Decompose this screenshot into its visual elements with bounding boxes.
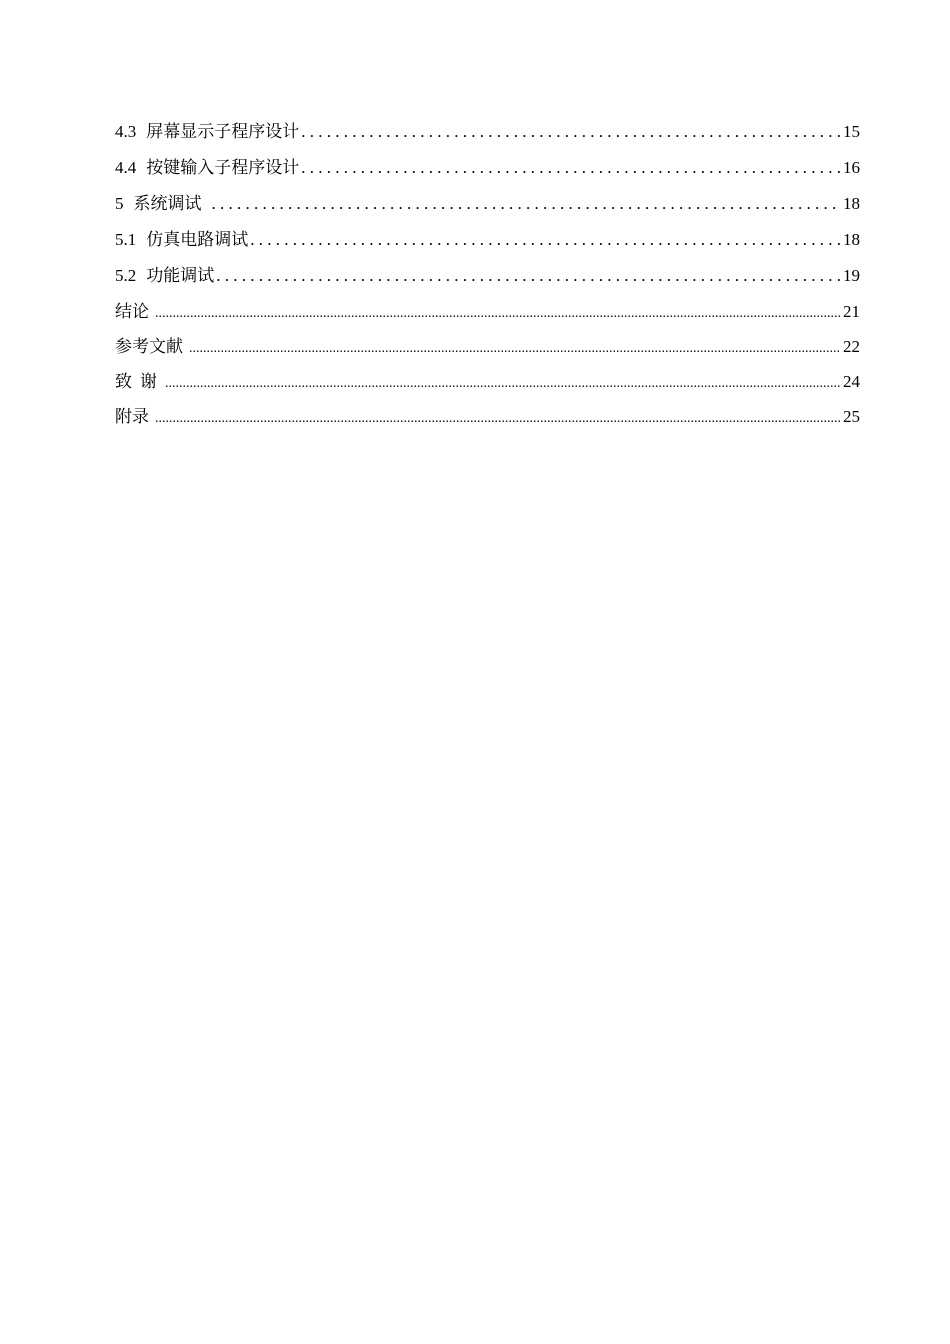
dot-leader bbox=[216, 262, 841, 290]
dot-leader bbox=[301, 118, 841, 146]
toc-entry-number: 5.2 bbox=[115, 266, 137, 285]
dot-leader bbox=[250, 226, 841, 254]
dot-leader bbox=[212, 190, 842, 218]
dot-leader bbox=[165, 368, 841, 398]
toc-entry-number: 4.3 bbox=[115, 122, 137, 141]
dot-leader bbox=[189, 333, 841, 363]
toc-entry-title: 结论 bbox=[115, 302, 149, 321]
toc-entry-number: 5.1 bbox=[115, 230, 137, 249]
toc-entry-page: 15 bbox=[843, 122, 860, 141]
toc-entry-acknowledgements[interactable] bbox=[115, 368, 860, 403]
toc-entry-page: 24 bbox=[843, 372, 860, 391]
table-of-contents bbox=[115, 118, 860, 438]
toc-entry-title: 致谢 bbox=[115, 372, 165, 391]
dot-leader bbox=[155, 403, 841, 433]
toc-entry-title: 仿真电路调试 bbox=[146, 230, 249, 249]
toc-entry-page: 22 bbox=[843, 337, 860, 356]
toc-entry-number: 5 bbox=[115, 194, 124, 213]
toc-entry-page: 25 bbox=[843, 407, 860, 426]
toc-entry-title: 参考文献 bbox=[115, 337, 183, 356]
toc-entry-4-4[interactable] bbox=[115, 154, 860, 190]
toc-entry-title: 按键输入子程序设计 bbox=[146, 158, 300, 177]
toc-entry-5[interactable] bbox=[115, 190, 860, 226]
dot-leader bbox=[301, 154, 841, 182]
toc-entry-title: 系统调试 bbox=[133, 194, 202, 213]
toc-entry-page: 19 bbox=[843, 266, 860, 285]
toc-entry-4-3[interactable] bbox=[115, 118, 860, 154]
toc-entry-5-1[interactable] bbox=[115, 226, 860, 262]
toc-entry-references[interactable] bbox=[115, 333, 860, 368]
dot-leader bbox=[155, 298, 841, 328]
toc-entry-title: 附录 bbox=[115, 407, 149, 426]
toc-entry-conclusion[interactable] bbox=[115, 298, 860, 333]
toc-entry-appendix[interactable] bbox=[115, 403, 860, 438]
toc-entry-page: 18 bbox=[843, 230, 860, 249]
toc-entry-5-2[interactable] bbox=[115, 262, 860, 298]
toc-entry-page: 21 bbox=[843, 302, 860, 321]
toc-entry-page: 16 bbox=[843, 158, 860, 177]
toc-entry-number: 4.4 bbox=[115, 158, 137, 177]
toc-entry-title: 屏幕显示子程序设计 bbox=[146, 122, 300, 141]
toc-entry-title: 功能调试 bbox=[146, 266, 215, 285]
toc-entry-page: 18 bbox=[843, 194, 860, 213]
